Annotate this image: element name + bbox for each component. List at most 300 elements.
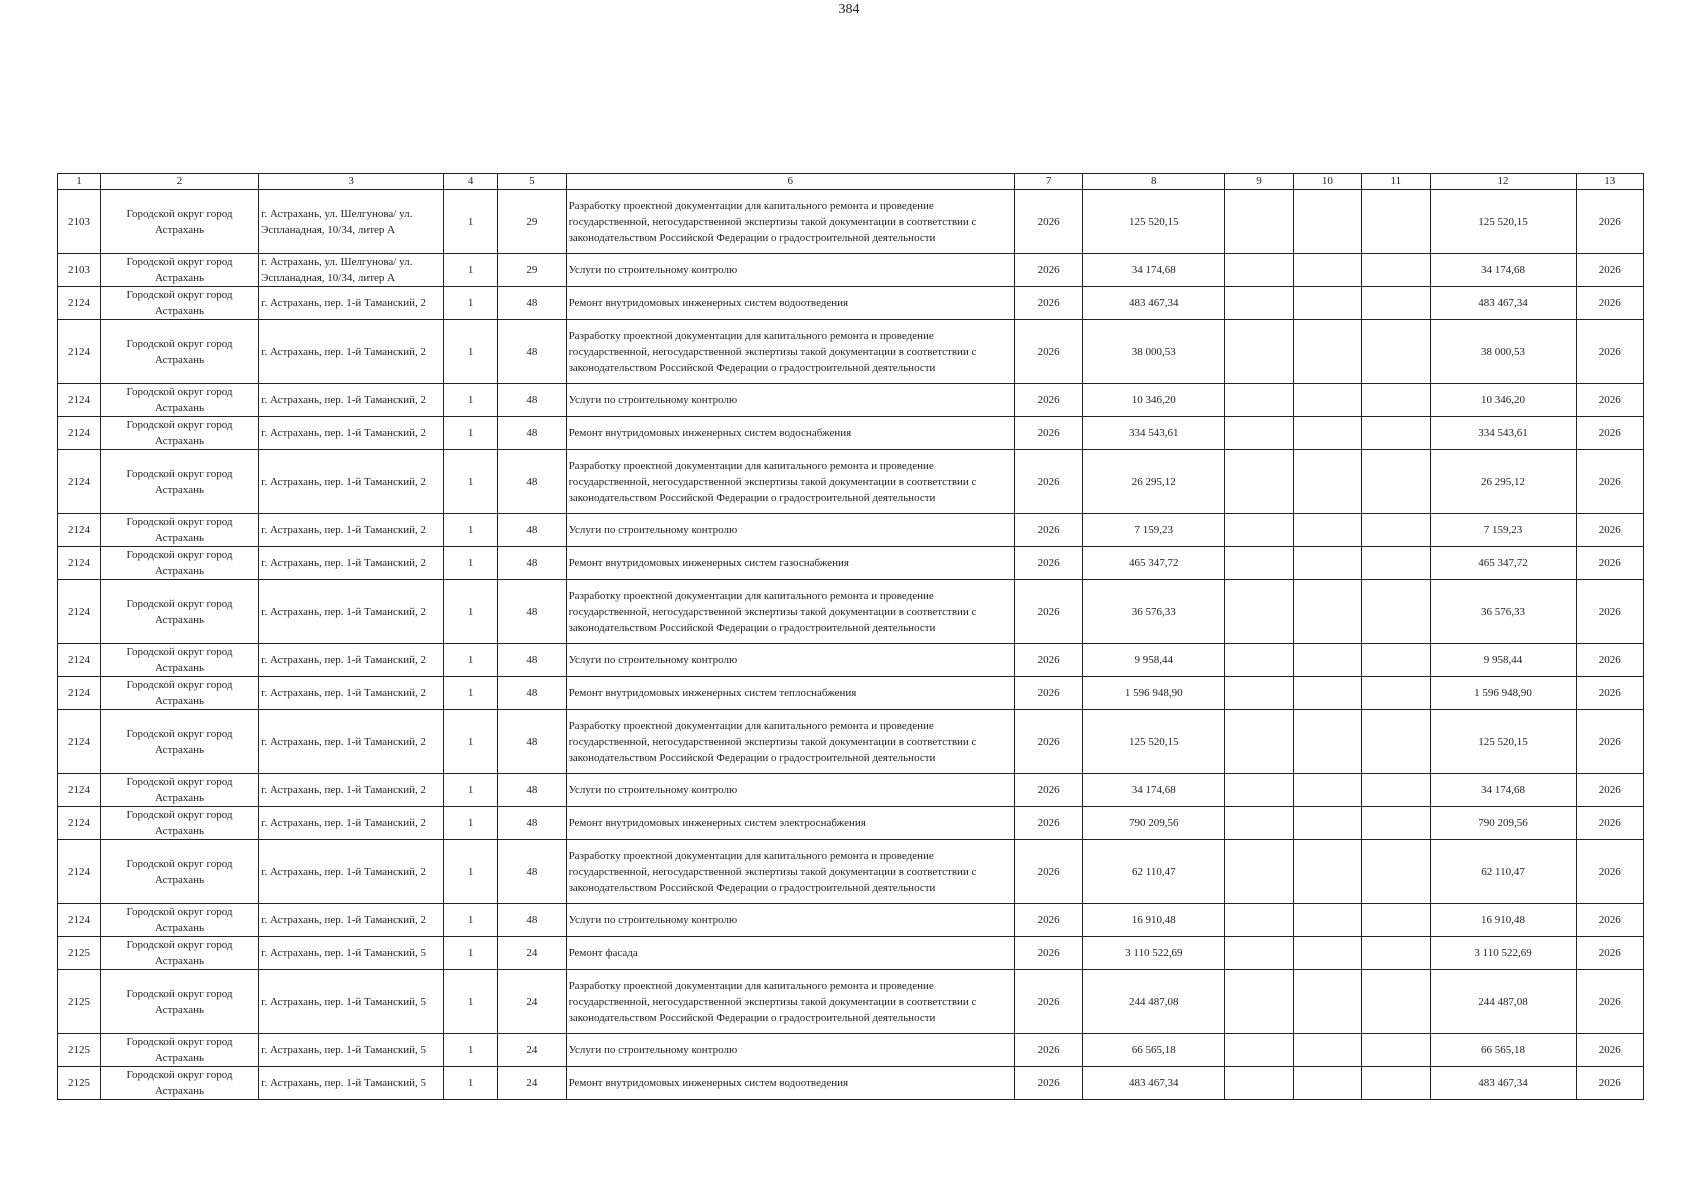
total-cost-cell: 36 576,33 <box>1430 580 1576 644</box>
col5-cell: 48 <box>498 450 566 514</box>
col11-cell <box>1362 677 1430 710</box>
cost-cell: 483 467,34 <box>1083 287 1225 320</box>
cost-cell: 3 110 522,69 <box>1083 937 1225 970</box>
address-cell: г. Астрахань, пер. 1-й Таманский, 2 <box>259 580 444 644</box>
cost-cell: 26 295,12 <box>1083 450 1225 514</box>
house-id-cell: 2124 <box>58 710 101 774</box>
year-cell: 2026 <box>1014 937 1082 970</box>
col5-cell: 24 <box>498 970 566 1034</box>
col10-cell <box>1293 710 1361 774</box>
work-type-cell: Услуги по строительному контролю <box>566 774 1014 807</box>
total-cost-cell: 34 174,68 <box>1430 254 1576 287</box>
total-cost-cell: 66 565,18 <box>1430 1034 1576 1067</box>
end-year-cell: 2026 <box>1576 190 1643 254</box>
column-header-11: 11 <box>1362 174 1430 190</box>
cost-cell: 34 174,68 <box>1083 254 1225 287</box>
col11-cell <box>1362 514 1430 547</box>
end-year-cell: 2026 <box>1576 384 1643 417</box>
address-cell: г. Астрахань, пер. 1-й Таманский, 2 <box>259 807 444 840</box>
end-year-cell: 2026 <box>1576 1034 1643 1067</box>
column-number-row <box>58 174 1644 190</box>
col11-cell <box>1362 1034 1430 1067</box>
municipality-cell: Городской округ город Астрахань <box>100 644 258 677</box>
col5-cell: 48 <box>498 774 566 807</box>
col10-cell <box>1293 580 1361 644</box>
table-row <box>58 970 1644 1034</box>
total-cost-cell: 62 110,47 <box>1430 840 1576 904</box>
col11-cell <box>1362 384 1430 417</box>
col11-cell <box>1362 904 1430 937</box>
col9-cell <box>1225 677 1293 710</box>
column-header-3: 3 <box>259 174 444 190</box>
address-cell: г. Астрахань, пер. 1-й Таманский, 2 <box>259 710 444 774</box>
house-id-cell: 2124 <box>58 547 101 580</box>
page-number: 384 <box>838 2 860 17</box>
table-row <box>58 644 1644 677</box>
year-cell: 2026 <box>1014 287 1082 320</box>
total-cost-cell: 34 174,68 <box>1430 774 1576 807</box>
house-id-cell: 2124 <box>58 807 101 840</box>
year-cell: 2026 <box>1014 840 1082 904</box>
cost-cell: 9 958,44 <box>1083 644 1225 677</box>
total-cost-cell: 10 346,20 <box>1430 384 1576 417</box>
total-cost-cell: 9 958,44 <box>1430 644 1576 677</box>
col11-cell <box>1362 320 1430 384</box>
col11-cell <box>1362 710 1430 774</box>
total-cost-cell: 16 910,48 <box>1430 904 1576 937</box>
total-cost-cell: 483 467,34 <box>1430 1067 1576 1100</box>
cost-cell: 334 543,61 <box>1083 417 1225 450</box>
col5-cell: 48 <box>498 514 566 547</box>
col10-cell <box>1293 1034 1361 1067</box>
end-year-cell: 2026 <box>1576 904 1643 937</box>
column-header-7: 7 <box>1014 174 1082 190</box>
cost-cell: 244 487,08 <box>1083 970 1225 1034</box>
table-row <box>58 1067 1644 1100</box>
col9-cell <box>1225 580 1293 644</box>
col10-cell <box>1293 807 1361 840</box>
col10-cell <box>1293 417 1361 450</box>
col9-cell <box>1225 710 1293 774</box>
work-type-cell: Услуги по строительному контролю <box>566 384 1014 417</box>
col9-cell <box>1225 774 1293 807</box>
cost-cell: 16 910,48 <box>1083 904 1225 937</box>
table-row <box>58 190 1644 254</box>
total-cost-cell: 3 110 522,69 <box>1430 937 1576 970</box>
municipality-cell: Городской округ город Астрахань <box>100 904 258 937</box>
col9-cell <box>1225 1067 1293 1100</box>
work-type-cell: Разработку проектной документации для капитального ремонта и проведение государственной, негосударственной экспертизы такой документации в соответствии с законодательством Российской Федерации о градостроительной деятельности <box>566 840 1014 904</box>
municipality-cell: Городской округ город Астрахань <box>100 514 258 547</box>
table-row <box>58 254 1644 287</box>
col11-cell <box>1362 937 1430 970</box>
col5-cell: 24 <box>498 1067 566 1100</box>
year-cell: 2026 <box>1014 320 1082 384</box>
col5-cell: 48 <box>498 807 566 840</box>
municipality-cell: Городской округ город Астрахань <box>100 710 258 774</box>
cost-cell: 790 209,56 <box>1083 807 1225 840</box>
column-header-12: 12 <box>1430 174 1576 190</box>
col4-cell: 1 <box>444 580 498 644</box>
total-cost-cell: 244 487,08 <box>1430 970 1576 1034</box>
year-cell: 2026 <box>1014 710 1082 774</box>
col10-cell <box>1293 384 1361 417</box>
total-cost-cell: 125 520,15 <box>1430 190 1576 254</box>
col5-cell: 48 <box>498 320 566 384</box>
work-type-cell: Ремонт внутридомовых инженерных систем теплоснабжения <box>566 677 1014 710</box>
municipality-cell: Городской округ город Астрахань <box>100 417 258 450</box>
col5-cell: 48 <box>498 904 566 937</box>
cost-cell: 125 520,15 <box>1083 190 1225 254</box>
col10-cell <box>1293 450 1361 514</box>
table-row <box>58 450 1644 514</box>
table-row <box>58 1034 1644 1067</box>
cost-cell: 62 110,47 <box>1083 840 1225 904</box>
house-id-cell: 2124 <box>58 450 101 514</box>
year-cell: 2026 <box>1014 774 1082 807</box>
table-row <box>58 384 1644 417</box>
municipality-cell: Городской округ город Астрахань <box>100 547 258 580</box>
cost-cell: 7 159,23 <box>1083 514 1225 547</box>
address-cell: г. Астрахань, пер. 1-й Таманский, 5 <box>259 1034 444 1067</box>
col5-cell: 29 <box>498 254 566 287</box>
municipality-cell: Городской округ город Астрахань <box>100 807 258 840</box>
work-type-cell: Разработку проектной документации для капитального ремонта и проведение государственной, негосударственной экспертизы такой документации в соответствии с законодательством Российской Федерации о градостроительной деятельности <box>566 710 1014 774</box>
work-type-cell: Ремонт внутридомовых инженерных систем газоснабжения <box>566 547 1014 580</box>
col4-cell: 1 <box>444 1067 498 1100</box>
col5-cell: 48 <box>498 287 566 320</box>
col5-cell: 48 <box>498 644 566 677</box>
year-cell: 2026 <box>1014 1067 1082 1100</box>
col11-cell <box>1362 1067 1430 1100</box>
col4-cell: 1 <box>444 840 498 904</box>
house-id-cell: 2124 <box>58 677 101 710</box>
table-row <box>58 807 1644 840</box>
end-year-cell: 2026 <box>1576 644 1643 677</box>
table-row <box>58 904 1644 937</box>
address-cell: г. Астрахань, пер. 1-й Таманский, 2 <box>259 840 444 904</box>
col11-cell <box>1362 287 1430 320</box>
column-header-9: 9 <box>1225 174 1293 190</box>
col10-cell <box>1293 904 1361 937</box>
col11-cell <box>1362 254 1430 287</box>
municipality-cell: Городской округ город Астрахань <box>100 287 258 320</box>
work-type-cell: Разработку проектной документации для капитального ремонта и проведение государственной, негосударственной экспертизы такой документации в соответствии с законодательством Российской Федерации о градостроительной деятельности <box>566 970 1014 1034</box>
work-type-cell: Ремонт фасада <box>566 937 1014 970</box>
col11-cell <box>1362 807 1430 840</box>
col4-cell: 1 <box>444 254 498 287</box>
end-year-cell: 2026 <box>1576 710 1643 774</box>
col10-cell <box>1293 644 1361 677</box>
house-id-cell: 2124 <box>58 644 101 677</box>
col10-cell <box>1293 774 1361 807</box>
col10-cell <box>1293 547 1361 580</box>
col5-cell: 48 <box>498 547 566 580</box>
address-cell: г. Астрахань, пер. 1-й Таманский, 5 <box>259 937 444 970</box>
col4-cell: 1 <box>444 287 498 320</box>
col11-cell <box>1362 774 1430 807</box>
table-row <box>58 514 1644 547</box>
address-cell: г. Астрахань, пер. 1-й Таманский, 2 <box>259 677 444 710</box>
cost-cell: 10 346,20 <box>1083 384 1225 417</box>
work-type-cell: Услуги по строительному контролю <box>566 254 1014 287</box>
col9-cell <box>1225 417 1293 450</box>
year-cell: 2026 <box>1014 547 1082 580</box>
table-row <box>58 677 1644 710</box>
end-year-cell: 2026 <box>1576 1067 1643 1100</box>
col9-cell <box>1225 320 1293 384</box>
total-cost-cell: 26 295,12 <box>1430 450 1576 514</box>
year-cell: 2026 <box>1014 190 1082 254</box>
municipality-cell: Городской округ город Астрахань <box>100 1034 258 1067</box>
table-row <box>58 547 1644 580</box>
col4-cell: 1 <box>444 190 498 254</box>
end-year-cell: 2026 <box>1576 774 1643 807</box>
end-year-cell: 2026 <box>1576 287 1643 320</box>
address-cell: г. Астрахань, пер. 1-й Таманский, 2 <box>259 904 444 937</box>
year-cell: 2026 <box>1014 644 1082 677</box>
work-type-cell: Услуги по строительному контролю <box>566 904 1014 937</box>
col9-cell <box>1225 254 1293 287</box>
column-header-1: 1 <box>58 174 101 190</box>
year-cell: 2026 <box>1014 450 1082 514</box>
address-cell: г. Астрахань, пер. 1-й Таманский, 5 <box>259 1067 444 1100</box>
house-id-cell: 2103 <box>58 190 101 254</box>
municipality-cell: Городской округ город Астрахань <box>100 580 258 644</box>
house-id-cell: 2124 <box>58 580 101 644</box>
col10-cell <box>1293 514 1361 547</box>
work-type-cell: Ремонт внутридомовых инженерных систем водоотведения <box>566 1067 1014 1100</box>
end-year-cell: 2026 <box>1576 450 1643 514</box>
col5-cell: 24 <box>498 937 566 970</box>
col9-cell <box>1225 450 1293 514</box>
column-header-2: 2 <box>100 174 258 190</box>
col10-cell <box>1293 254 1361 287</box>
cost-cell: 36 576,33 <box>1083 580 1225 644</box>
column-header-10: 10 <box>1293 174 1361 190</box>
municipality-cell: Городской округ город Астрахань <box>100 677 258 710</box>
total-cost-cell: 790 209,56 <box>1430 807 1576 840</box>
col10-cell <box>1293 970 1361 1034</box>
col9-cell <box>1225 970 1293 1034</box>
capital-repair-table <box>57 173 1644 1100</box>
col4-cell: 1 <box>444 970 498 1034</box>
cost-cell: 465 347,72 <box>1083 547 1225 580</box>
end-year-cell: 2026 <box>1576 417 1643 450</box>
house-id-cell: 2125 <box>58 970 101 1034</box>
end-year-cell: 2026 <box>1576 514 1643 547</box>
cost-cell: 1 596 948,90 <box>1083 677 1225 710</box>
col5-cell: 48 <box>498 677 566 710</box>
year-cell: 2026 <box>1014 514 1082 547</box>
end-year-cell: 2026 <box>1576 320 1643 384</box>
year-cell: 2026 <box>1014 254 1082 287</box>
house-id-cell: 2103 <box>58 254 101 287</box>
col11-cell <box>1362 970 1430 1034</box>
end-year-cell: 2026 <box>1576 547 1643 580</box>
col10-cell <box>1293 937 1361 970</box>
address-cell: г. Астрахань, пер. 1-й Таманский, 2 <box>259 450 444 514</box>
col5-cell: 24 <box>498 1034 566 1067</box>
year-cell: 2026 <box>1014 677 1082 710</box>
col4-cell: 1 <box>444 547 498 580</box>
address-cell: г. Астрахань, ул. Шелгунова/ ул. Эспланадная, 10/34, литер А <box>259 254 444 287</box>
end-year-cell: 2026 <box>1576 970 1643 1034</box>
house-id-cell: 2125 <box>58 1034 101 1067</box>
year-cell: 2026 <box>1014 970 1082 1034</box>
house-id-cell: 2124 <box>58 904 101 937</box>
col5-cell: 48 <box>498 580 566 644</box>
address-cell: г. Астрахань, пер. 1-й Таманский, 2 <box>259 514 444 547</box>
municipality-cell: Городской округ город Астрахань <box>100 840 258 904</box>
col5-cell: 48 <box>498 384 566 417</box>
col9-cell <box>1225 514 1293 547</box>
col10-cell <box>1293 287 1361 320</box>
work-type-cell: Разработку проектной документации для капитального ремонта и проведение государственной, негосударственной экспертизы такой документации в соответствии с законодательством Российской Федерации о градостроительной деятельности <box>566 320 1014 384</box>
col11-cell <box>1362 580 1430 644</box>
address-cell: г. Астрахань, пер. 1-й Таманский, 2 <box>259 287 444 320</box>
end-year-cell: 2026 <box>1576 254 1643 287</box>
col11-cell <box>1362 644 1430 677</box>
table-row <box>58 840 1644 904</box>
end-year-cell: 2026 <box>1576 580 1643 644</box>
col4-cell: 1 <box>444 384 498 417</box>
col5-cell: 29 <box>498 190 566 254</box>
house-id-cell: 2124 <box>58 840 101 904</box>
table-row <box>58 417 1644 450</box>
end-year-cell: 2026 <box>1576 840 1643 904</box>
col4-cell: 1 <box>444 644 498 677</box>
municipality-cell: Городской округ город Астрахань <box>100 937 258 970</box>
column-header-13: 13 <box>1576 174 1643 190</box>
work-type-cell: Разработку проектной документации для капитального ремонта и проведение государственной, негосударственной экспертизы такой документации в соответствии с законодательством Российской Федерации о градостроительной деятельности <box>566 190 1014 254</box>
total-cost-cell: 1 596 948,90 <box>1430 677 1576 710</box>
total-cost-cell: 465 347,72 <box>1430 547 1576 580</box>
col4-cell: 1 <box>444 904 498 937</box>
col4-cell: 1 <box>444 514 498 547</box>
year-cell: 2026 <box>1014 904 1082 937</box>
col11-cell <box>1362 840 1430 904</box>
col11-cell <box>1362 190 1430 254</box>
col4-cell: 1 <box>444 710 498 774</box>
col10-cell <box>1293 840 1361 904</box>
column-header-6: 6 <box>566 174 1014 190</box>
municipality-cell: Городской округ город Астрахань <box>100 450 258 514</box>
table-row <box>58 580 1644 644</box>
work-type-cell: Ремонт внутридомовых инженерных систем электроснабжения <box>566 807 1014 840</box>
municipality-cell: Городской округ город Астрахань <box>100 774 258 807</box>
col10-cell <box>1293 1067 1361 1100</box>
year-cell: 2026 <box>1014 417 1082 450</box>
address-cell: г. Астрахань, пер. 1-й Таманский, 2 <box>259 644 444 677</box>
cost-cell: 125 520,15 <box>1083 710 1225 774</box>
col4-cell: 1 <box>444 774 498 807</box>
col9-cell <box>1225 547 1293 580</box>
total-cost-cell: 125 520,15 <box>1430 710 1576 774</box>
col4-cell: 1 <box>444 417 498 450</box>
work-type-cell: Услуги по строительному контролю <box>566 514 1014 547</box>
total-cost-cell: 7 159,23 <box>1430 514 1576 547</box>
column-header-4: 4 <box>444 174 498 190</box>
cost-cell: 34 174,68 <box>1083 774 1225 807</box>
address-cell: г. Астрахань, пер. 1-й Таманский, 5 <box>259 970 444 1034</box>
col4-cell: 1 <box>444 450 498 514</box>
col10-cell <box>1293 190 1361 254</box>
col9-cell <box>1225 807 1293 840</box>
work-type-cell: Ремонт внутридомовых инженерных систем водоснабжения <box>566 417 1014 450</box>
total-cost-cell: 483 467,34 <box>1430 287 1576 320</box>
address-cell: г. Астрахань, ул. Шелгунова/ ул. Эспланадная, 10/34, литер А <box>259 190 444 254</box>
year-cell: 2026 <box>1014 384 1082 417</box>
col9-cell <box>1225 840 1293 904</box>
table-body <box>58 190 1644 1100</box>
year-cell: 2026 <box>1014 580 1082 644</box>
table-row <box>58 287 1644 320</box>
municipality-cell: Городской округ город Астрахань <box>100 190 258 254</box>
end-year-cell: 2026 <box>1576 677 1643 710</box>
municipality-cell: Городской округ город Астрахань <box>100 320 258 384</box>
col4-cell: 1 <box>444 320 498 384</box>
work-type-cell: Услуги по строительному контролю <box>566 1034 1014 1067</box>
address-cell: г. Астрахань, пер. 1-й Таманский, 2 <box>259 320 444 384</box>
col9-cell <box>1225 287 1293 320</box>
end-year-cell: 2026 <box>1576 937 1643 970</box>
col4-cell: 1 <box>444 677 498 710</box>
house-id-cell: 2125 <box>58 937 101 970</box>
end-year-cell: 2026 <box>1576 807 1643 840</box>
year-cell: 2026 <box>1014 1034 1082 1067</box>
municipality-cell: Городской округ город Астрахань <box>100 384 258 417</box>
table-row <box>58 937 1644 970</box>
address-cell: г. Астрахань, пер. 1-й Таманский, 2 <box>259 384 444 417</box>
col10-cell <box>1293 677 1361 710</box>
house-id-cell: 2124 <box>58 514 101 547</box>
col4-cell: 1 <box>444 1034 498 1067</box>
year-cell: 2026 <box>1014 807 1082 840</box>
col5-cell: 48 <box>498 710 566 774</box>
table-row <box>58 320 1644 384</box>
house-id-cell: 2124 <box>58 384 101 417</box>
col11-cell <box>1362 417 1430 450</box>
municipality-cell: Городской округ город Астрахань <box>100 970 258 1034</box>
work-type-cell: Разработку проектной документации для капитального ремонта и проведение государственной, негосударственной экспертизы такой документации в соответствии с законодательством Российской Федерации о градостроительной деятельности <box>566 450 1014 514</box>
work-type-cell: Разработку проектной документации для капитального ремонта и проведение государственной, негосударственной экспертизы такой документации в соответствии с законодательством Российской Федерации о градостроительной деятельности <box>566 580 1014 644</box>
house-id-cell: 2124 <box>58 320 101 384</box>
table-row <box>58 774 1644 807</box>
cost-cell: 38 000,53 <box>1083 320 1225 384</box>
col11-cell <box>1362 450 1430 514</box>
col9-cell <box>1225 937 1293 970</box>
house-id-cell: 2124 <box>58 287 101 320</box>
col4-cell: 1 <box>444 937 498 970</box>
work-type-cell: Ремонт внутридомовых инженерных систем водоотведения <box>566 287 1014 320</box>
col9-cell <box>1225 1034 1293 1067</box>
municipality-cell: Городской округ город Астрахань <box>100 254 258 287</box>
column-header-5: 5 <box>498 174 566 190</box>
col10-cell <box>1293 320 1361 384</box>
column-header-8: 8 <box>1083 174 1225 190</box>
col9-cell <box>1225 384 1293 417</box>
municipality-cell: Городской округ город Астрахань <box>100 1067 258 1100</box>
table-row <box>58 710 1644 774</box>
address-cell: г. Астрахань, пер. 1-й Таманский, 2 <box>259 547 444 580</box>
address-cell: г. Астрахань, пер. 1-й Таманский, 2 <box>259 774 444 807</box>
total-cost-cell: 38 000,53 <box>1430 320 1576 384</box>
col9-cell <box>1225 904 1293 937</box>
col11-cell <box>1362 547 1430 580</box>
col5-cell: 48 <box>498 417 566 450</box>
col5-cell: 48 <box>498 840 566 904</box>
